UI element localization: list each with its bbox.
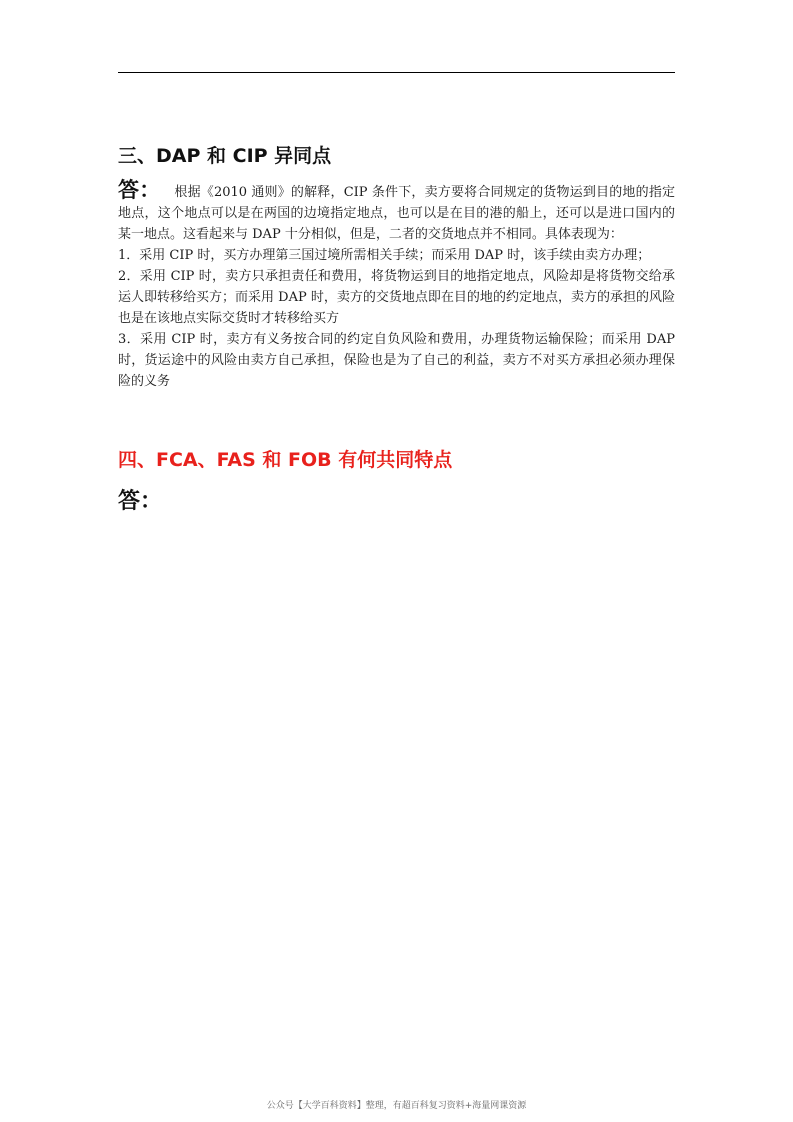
list-item-3: 3．采用 CIP 时，卖方有义务按合同的约定自负风险和费用，办理货物运输保险；而采用 DAP 时，货运途中的风险由卖方自己承担，保险也是为了自己的利益，卖方不对买方承担必须办理保险的义务	[118, 332, 675, 389]
answer-label: 答：	[118, 178, 161, 202]
list-item-1: 1．采用 CIP 时，买方办理第三国过境所需相关手续；而采用 DAP 时，该手续由卖方办理；	[118, 248, 651, 263]
section-3-title: 三、DAP 和 CIP 异同点	[118, 145, 332, 167]
document-body	[118, 140, 675, 515]
answer-intro-text: 根据《2010 通则》的解释，CIP 条件下，卖方要将合同规定的货物运到目的地的指定地点，这个地点可以是在两国的边境指定地点，也可以是在目的港的船上，还可以是进口国内的某一地点。这看起来与 DAP 十分相似，但是，二者的交货地点并不相同。具体表现为：	[118, 185, 676, 242]
page-footer: 公众号【大学百科资料】整理，有超百科复习资料+海量网课资源	[266, 1101, 527, 1111]
list-item-2: 2．采用 CIP 时，卖方只承担责任和费用，将货物运到目的地指定地点，风险却是将货物交给承运人即转移给买方；而采用 DAP 时，卖方的交货地点即在目的地的约定地点，卖方的承担的风险也是在该地点实际交货时才转移给买方	[118, 269, 675, 326]
section-3-answer	[118, 180, 675, 245]
answer-label: 答：	[118, 489, 163, 514]
section-4-title: 四、FCA、FAS 和 FOB 有何共同特点	[118, 449, 453, 471]
header-rule	[118, 72, 675, 73]
section-4-answer	[118, 484, 675, 515]
